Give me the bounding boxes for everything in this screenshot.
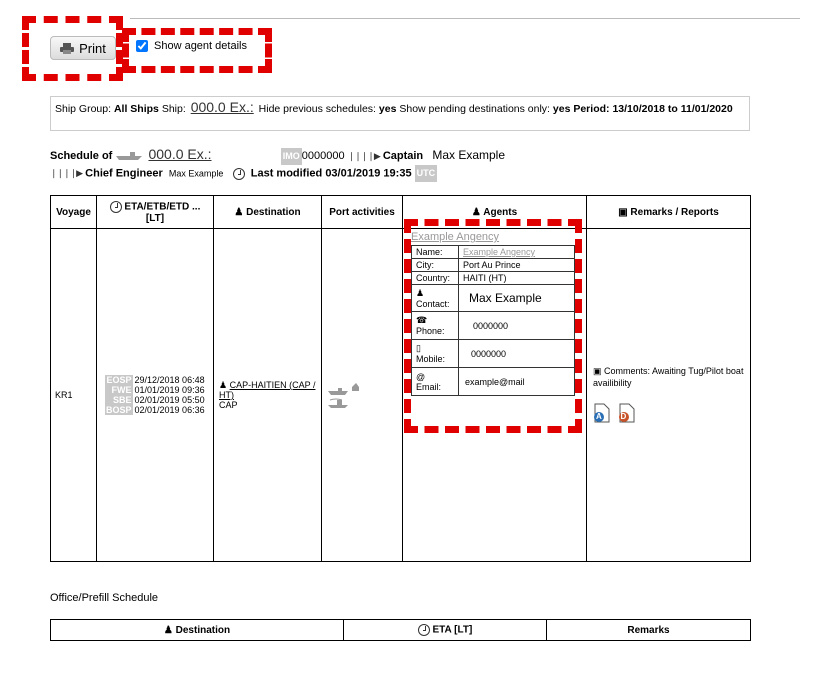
mobile-icon: ▯ [416,343,421,353]
header-destination [214,196,322,229]
person-icon: ♟ [416,287,425,298]
rank-bars-icon: ❘❘❘❘▶ [347,150,380,161]
captain-label: Captain [382,150,424,162]
comment-icon: ▣ [593,366,602,376]
header-eta [97,196,214,229]
schedule-ship-link[interactable]: 000.0 Ex.: [148,146,212,162]
clock-icon [110,201,122,213]
imo-badge: IMO [281,148,302,165]
header-voyage: Voyage [51,196,97,229]
top-divider [130,18,800,19]
schedule-header [50,146,750,182]
at-icon: @ [416,371,426,382]
event-code: EOSP [106,375,132,385]
agents-cell [403,229,587,562]
agent-name-label: Name: [412,246,459,259]
hide-previous-label: Hide previous schedules: [258,103,376,115]
header-eta-sub: [LT] [145,212,165,224]
table-row [51,229,751,562]
ship-label: Ship: [161,103,186,115]
last-modified-value: 03/01/2019 19:35 [325,167,412,180]
voyage-cell: KR1 [51,229,97,562]
schedule-table [50,195,751,562]
agent-country-label: Country: [412,272,459,285]
agent-phone-value: 0000000 [459,312,575,340]
schedule-title: Schedule of [50,150,113,162]
highlight-agent-toggle [122,28,272,73]
event-time: 02/01/2019 06:36 [134,405,205,415]
remarks-comment [593,365,749,389]
header-eta-label: ETA/ETB/ETD ... [124,201,201,213]
office-header-remarks: Remarks [547,620,751,641]
imo-number: 0000000 [301,150,345,162]
agent-city-value: Port Au Prince [459,259,575,272]
rank-bars-icon: ❘❘❘❘▶ [50,168,83,178]
document-d-letter: D [620,412,627,421]
ship-icon [115,151,143,161]
destination-code: CAP [219,400,238,410]
office-destination-label: Destination [175,624,231,636]
ship-group-label: Ship Group: [55,103,112,115]
office-schedule-title: Office/Prefill Schedule [50,592,159,604]
table-header-row [51,196,751,229]
highlight-agent-details [404,219,582,433]
office-eta-label: ETA [LT] [432,624,473,636]
clock-icon [418,624,430,636]
eta-cell [97,229,214,562]
event-time: 02/01/2019 05:50 [134,395,205,405]
period-label: Period: [573,103,610,115]
phone-icon: ☎ [416,315,428,325]
event-codes [105,375,133,415]
print-label: Print [79,40,106,56]
agent-name-value[interactable]: Example Angency [459,246,575,259]
remarks-cell [587,229,751,562]
highlight-print [22,16,123,81]
header-remarks-label: Remarks / Reports [630,206,719,218]
agent-mobile-value: 0000000 [459,340,575,368]
person-icon: ♟ [234,206,244,218]
show-pending-value: yes [552,103,571,115]
header-remarks [587,196,751,229]
clock-icon [233,168,245,180]
document-a-icon[interactable] [593,403,611,423]
show-pending-label: Show pending destinations only: [399,103,550,115]
person-icon: ♟ [471,206,481,218]
office-schedule-table [50,619,751,641]
agent-phone-label: Phone: [416,326,445,336]
chief-engineer-label: Chief Engineer [85,167,163,180]
event-times [135,375,205,415]
filter-summary [50,96,750,131]
header-destination-label: Destination [246,206,301,218]
office-header-eta [344,620,547,641]
event-code: BOSP [106,405,132,415]
hide-previous-value: yes [378,103,397,115]
person-icon: ♟ [219,380,228,390]
last-modified-label: Last modified [250,167,323,180]
agent-country-value: HAITI (HT) [459,272,575,285]
agent-mobile-label: Mobile: [416,354,446,364]
port-activity-icons [326,379,360,409]
agent-contact-value: Max Example [459,285,575,312]
ship-group-value: All Ships [113,103,159,115]
destination-cell [214,229,322,562]
header-port-activities: Port activities [322,196,403,229]
port-activities-cell [322,229,403,562]
event-time: 01/01/2019 09:36 [134,385,205,395]
document-a-letter: A [596,412,602,421]
office-header-destination [51,620,344,641]
comment-icon: ▣ [618,206,628,218]
event-time: 29/12/2018 06:48 [134,375,205,385]
office-header-row [51,620,751,641]
event-code: SBE [113,395,132,405]
agent-contact-label: Contact: [416,298,450,309]
period-value: 13/10/2018 to 11/01/2020 [612,103,733,115]
agent-email-label: Email: [416,381,442,392]
chief-engineer-name: Max Example [168,168,224,179]
utc-badge: UTC [415,165,438,182]
agent-email-value[interactable]: example@mail [459,368,575,396]
event-code: FWE [111,385,132,395]
captain-name: Max Example [432,148,506,162]
document-d-icon[interactable] [618,403,636,423]
show-agent-details-label: Show agent details [154,40,247,52]
destination-link[interactable]: CAP-HAITIEN (CAP / HT) [219,380,316,400]
remarks-text: Comments: Awaiting Tug/Pilot boat availibility [593,366,744,388]
agent-city-label: City: [412,259,459,272]
agency-title[interactable]: Example Angency [411,231,500,243]
person-icon: ♟ [163,624,173,636]
ship-value-link[interactable]: 000.0 Ex.: [190,99,254,115]
header-agents-label: Agents [483,206,518,218]
